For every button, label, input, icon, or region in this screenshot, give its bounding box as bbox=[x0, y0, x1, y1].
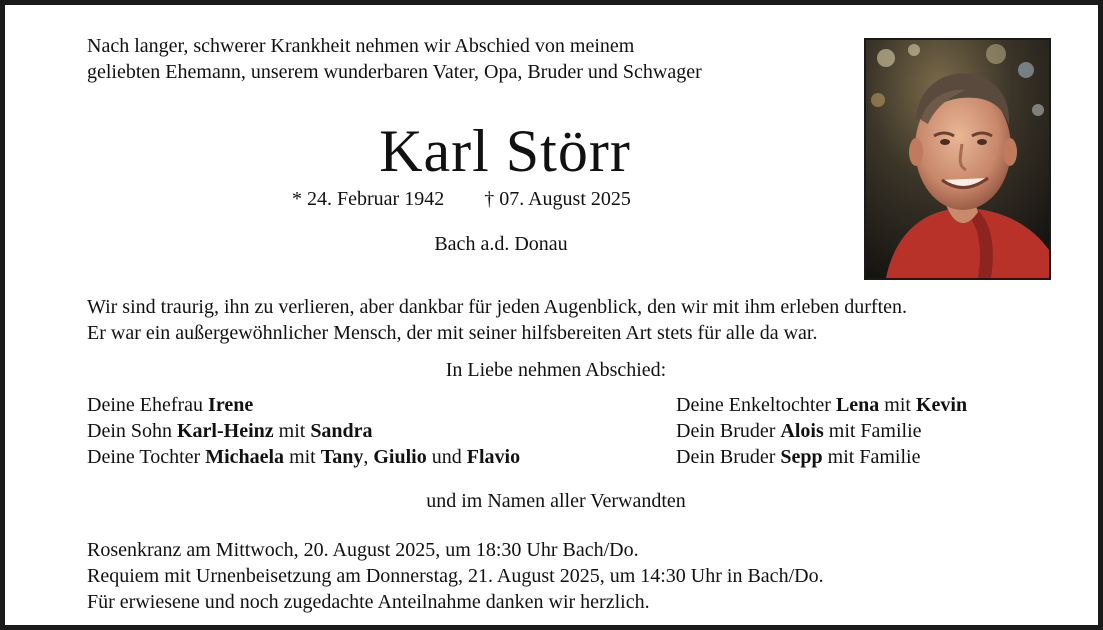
mourner-name: Giulio bbox=[373, 446, 427, 468]
tribute-text bbox=[87, 294, 907, 346]
service-details bbox=[87, 537, 824, 615]
life-dates bbox=[292, 186, 631, 212]
mourner-name: Kevin bbox=[915, 394, 968, 416]
mourner-entry bbox=[87, 444, 520, 470]
intro-text bbox=[87, 33, 702, 85]
tribute-line-1: Wir sind traurig, ihn zu verlieren, aber dankbar für jeden Augenblick, den wir mit ihm erleben durften. bbox=[87, 296, 908, 318]
tribute-line-2: Er war ein außergewöhnlicher Mensch, der mit seiner hilfsbereiten Art stets für alle da war. bbox=[87, 322, 818, 344]
mourners-left-column bbox=[87, 392, 520, 470]
intro-line-1: Nach langer, schwerer Krankheit nehmen wir Abschied von meinem bbox=[87, 35, 635, 57]
mourner-connector: und bbox=[426, 446, 467, 468]
mourner-name: Lena bbox=[835, 394, 880, 416]
mourner-relation: Dein Sohn bbox=[87, 420, 177, 442]
mourner-relation: Dein Bruder bbox=[676, 446, 781, 468]
mourner-entry bbox=[676, 444, 967, 470]
mourner-relation: Dein Bruder bbox=[676, 420, 781, 442]
thanks-note: Für erwiesene und noch zugedachte Anteilnahme danken wir herzlich. bbox=[87, 591, 650, 613]
mourner-name: Tany bbox=[320, 446, 364, 468]
mourners-heading: In Liebe nehmen Abschied: bbox=[445, 359, 667, 381]
death-date: † 07. August 2025 bbox=[484, 188, 631, 210]
mourner-name: Alois bbox=[780, 420, 824, 442]
mourner-suffix: mit Familie bbox=[822, 446, 921, 468]
mourner-suffix: mit Familie bbox=[823, 420, 922, 442]
deceased-name: Karl Störr bbox=[379, 118, 631, 184]
mourner-entry bbox=[87, 418, 520, 444]
mourner-entry bbox=[676, 392, 967, 418]
birth-date: * 24. Februar 1942 bbox=[292, 188, 445, 210]
portrait-photo bbox=[864, 38, 1051, 280]
rosary-info: Rosenkranz am Mittwoch, 20. August 2025, um 18:30 Uhr Bach/Do. bbox=[87, 539, 639, 561]
hometown: Bach a.d. Donau bbox=[434, 233, 568, 255]
mourner-connector: , bbox=[363, 446, 374, 468]
mourner-name: Sepp bbox=[780, 446, 823, 468]
mourner-relation: Deine Tochter bbox=[87, 446, 206, 468]
mourner-connector: mit bbox=[273, 420, 311, 442]
mourner-relation: Deine Enkeltochter bbox=[676, 394, 836, 416]
relatives-note: und im Namen aller Verwandten bbox=[426, 490, 686, 512]
mourners-right-column bbox=[676, 392, 967, 470]
portrait-photo-icon bbox=[866, 40, 1049, 278]
intro-line-2: geliebten Ehemann, unserem wunderbaren Vater, Opa, Bruder und Schwager bbox=[87, 61, 702, 83]
mourner-name: Michaela bbox=[205, 446, 285, 468]
requiem-info: Requiem mit Urnenbeisetzung am Donnerstag, 21. August 2025, um 14:30 Uhr in Bach/Do. bbox=[87, 565, 824, 587]
mourner-entry bbox=[87, 392, 520, 418]
mourner-name: Karl-Heinz bbox=[177, 420, 274, 442]
mourner-connector: mit bbox=[879, 394, 916, 416]
mourner-name: Flavio bbox=[466, 446, 521, 468]
mourner-name: Irene bbox=[208, 394, 254, 416]
mourner-name: Sandra bbox=[310, 420, 373, 442]
mourner-connector: mit bbox=[284, 446, 321, 468]
mourner-relation: Deine Ehefrau bbox=[87, 394, 209, 416]
mourner-entry bbox=[676, 418, 967, 444]
